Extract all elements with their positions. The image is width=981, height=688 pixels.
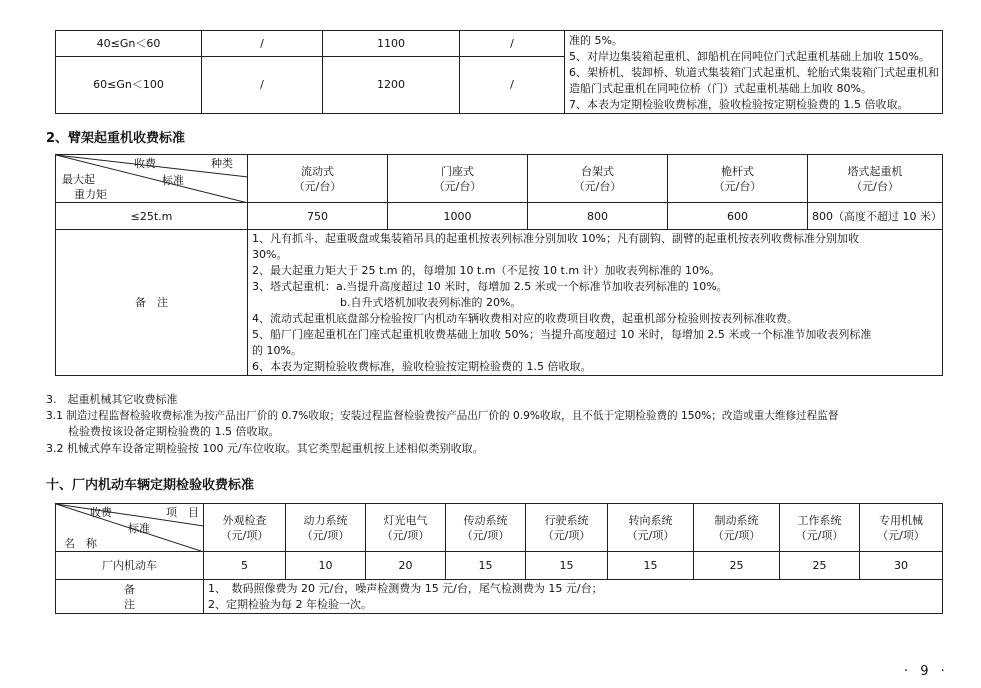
corner-bottom: 重力矩 [74,188,107,201]
note-line: 的 10%。 [252,344,302,357]
corner-top-left: 收费 [134,157,156,170]
table-cell-range: 60≤Gn＜100 [56,56,202,113]
note-line: 2、最大起重力矩大于 25 t.m 的，每增加 10 t.m（不足按 10 t.m 计）加收表列标准的 10%。 [252,264,721,277]
corner-top-right: 项 目 [166,506,199,519]
corner-mid: 标准 [128,522,150,535]
corner-bottom: 名 称 [64,537,97,550]
column-header: 流动式 （元/台） [248,155,388,203]
table-cell: 1000 [388,203,528,230]
table-cell: / [202,56,323,113]
table-cell: 5 [204,552,286,580]
table-cell: / [460,56,565,113]
table-cell: 25 [780,552,860,580]
table-cell: / [202,31,323,57]
note-line: 30%。 [252,248,288,261]
column-header: 专用机械 （元/项） [860,504,943,552]
table-corner-header [56,504,204,552]
column-header: 行驶系统 （元/项） [526,504,608,552]
corner-top-right: 种类 [211,157,233,170]
section-3-heading: 3. 起重机械其它收费标准 [46,393,178,406]
table-notes [565,31,943,114]
corner-mid-right: 标准 [162,174,184,187]
note-line: 5、对岸边集装箱起重机、卸船机在同吨位门式起重机基础上加收 150%。 [569,50,930,63]
note-line: 造船门式起重机在同吨位桥（门）式起重机基础上加收 80%。 [569,82,872,95]
column-header: 动力系统 （元/项） [286,504,366,552]
table-cell: 15 [526,552,608,580]
note-line: 3、塔式起重机：a.当提升高度超过 10 米时，每增加 2.5 米或一个标准节加收表列标准的 10%。 [252,280,728,293]
column-header: 制动系统 （元/项） [694,504,780,552]
page-number: · 9 · [904,664,949,679]
table-cell: 1100 [323,31,460,57]
row-label: ≤25t.m [56,203,248,230]
section-3-1-text: 3.1 制造过程监督检验收费标准为按产品出厂价的 0.7%收取；安装过程监督检验费按产品出厂价的 0.9%收取，且不低于定期检验费的 150%；改造或重大维修过程监督 [46,410,839,422]
table-cell: 800 [528,203,668,230]
remark-notes [204,580,943,614]
table-corner-header [56,155,248,203]
table-cell: 1200 [323,56,460,113]
note-line: 准的 5%。 [569,34,623,47]
vehicle-fee-table [55,503,943,614]
column-header: 外观检查 （元/项） [204,504,286,552]
table-cell-range: 40≤Gn＜60 [56,31,202,57]
section-3-1-text-cont: 检验费按该设备定期检验费的 1.5 倍收取。 [46,425,280,438]
jib-crane-fee-table [55,154,943,376]
column-header: 塔式起重机 （元/台） [808,155,943,203]
table-cell: 600 [668,203,808,230]
note-line: 4、流动式起重机底盘部分检验按厂内机动车辆收费相对应的收费项目收费，起重机部分检验则按表列标准收费。 [252,312,798,325]
column-header: 传动系统 （元/项） [446,504,526,552]
note-line: b.自升式塔机加收表列标准的 20%。 [252,296,522,309]
note-line: 2、定期检验为每 2 年检验一次。 [208,598,372,611]
column-header: 转向系统 （元/项） [608,504,694,552]
table-cell: 25 [694,552,780,580]
note-line: 1、 数码照像费为 20 元/台，噪声检测费为 15 元/台，尾气检测费为 15 元/台； [208,582,603,595]
table-cell: 800（高度不超过 10 米） [808,203,943,230]
table-cell: 20 [366,552,446,580]
table-cell: 750 [248,203,388,230]
table-cell: 10 [286,552,366,580]
crane-fee-table-fragment [55,30,943,114]
table-cell: / [460,31,565,57]
column-header: 灯光电气 （元/项） [366,504,446,552]
table-cell: 15 [608,552,694,580]
column-header: 工作系统 （元/项） [780,504,860,552]
section-2-title: 2、臂架起重机收费标准 [46,131,186,146]
note-line: 1、凡有抓斗、起重吸盘或集装箱吊具的起重机按表列标准分别加收 10%；凡有副钩、副臂的起重机按表列收费标准分别加收 [252,232,859,245]
column-header: 台架式 （元/台） [528,155,668,203]
table-cell: 30 [860,552,943,580]
note-line: 7、本表为定期检验收费标准，验收检验按定期检验费的 1.5 倍收取。 [569,98,909,111]
remark-notes [248,230,943,376]
section-10-title: 十、厂内机动车辆定期检验收费标准 [46,478,255,493]
corner-mid-left: 最大起 [62,173,95,186]
note-line: 5、船厂门座起重机在门座式起重机收费基础上加收 50%；当提升高度超过 10 米时，每增加 2.5 米或一个标准节加收表列标准 [252,328,872,341]
remark-label: 备 注 [56,580,204,614]
section-3-2-text: 3.2 机械式停车设备定期检验按 100 元/车位收取。其它类型起重机按上述相似类别收取。 [46,442,484,455]
remark-label: 备 注 [56,230,248,376]
row-label: 厂内机动车 [56,552,204,580]
table-cell: 15 [446,552,526,580]
note-line: 6、架桥机、装卸桥、轨道式集装箱门式起重机、轮胎式集装箱门式起重机和 [569,66,939,79]
column-header: 桅杆式 （元/台） [668,155,808,203]
corner-top-left: 收费 [90,506,112,519]
column-header: 门座式 （元/台） [388,155,528,203]
note-line: 6、本表为定期检验收费标准，验收检验按定期检验费的 1.5 倍收取。 [252,360,592,373]
